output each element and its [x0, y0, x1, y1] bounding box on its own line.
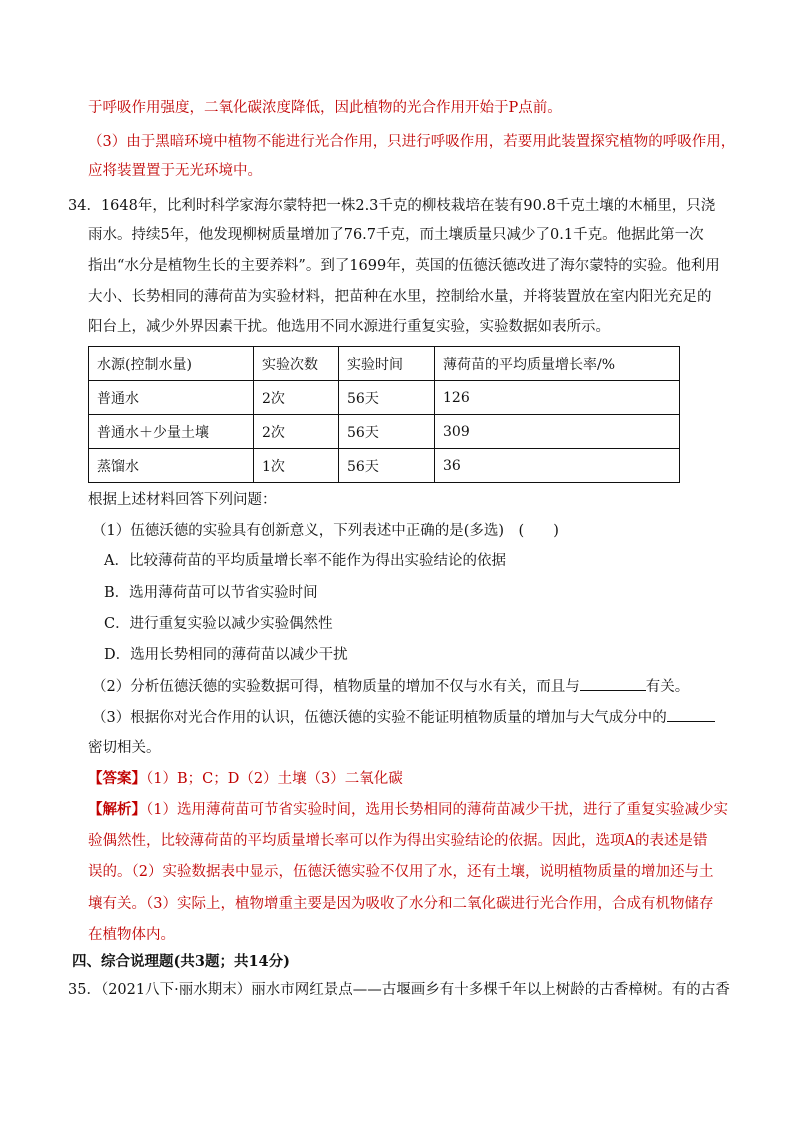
table-cell: 2次 [254, 381, 339, 415]
table-cell: 1次 [254, 449, 339, 483]
table-header-cell: 实验时间 [339, 347, 435, 381]
sub-question-3 [92, 707, 715, 728]
option-b: B．选用薄荷苗可以节省实验时间 [104, 585, 318, 601]
table-row [89, 415, 680, 449]
table-cell: 2次 [254, 415, 339, 449]
table-header-cell: 薄荷苗的平均质量增长率/% [435, 347, 680, 381]
analysis-text: （1）选用薄荷苗可节省实验时间，选用长势相同的薄荷苗减少干扰，进行了重复实验减少实 [146, 802, 728, 818]
q34-paragraph-line-1: 34．1648年，比利时科学家海尔蒙特把一株2.3千克的柳枝栽培在装有90.8千克土壤的木桶里，只浇 [68, 198, 716, 214]
table-cell: 普通水＋少量土壤 [89, 415, 254, 449]
table-cell: 126 [435, 381, 680, 415]
answer-text: （1）B；C；D（2）土壤（3）二氧化碳 [146, 771, 403, 787]
red-text-line-3: 应将装置置于无光环境中。 [88, 163, 262, 179]
option-a: A．比较薄荷苗的平均质量增长率不能作为得出实验结论的依据 [104, 553, 506, 569]
q34-paragraph-line-5: 阳台上，减少外界因素干扰。他选用不同水源进行重复实验，实验数据如表所示。 [88, 319, 610, 335]
sub-question-1: （1）伍德沃德的实验具有创新意义，下列表述中正确的是(多选) ( ) [92, 523, 559, 539]
table-header-cell: 水源(控制水量) [89, 347, 254, 381]
red-text-line-1: 于呼吸作用强度，二氧化碳浓度降低，因此植物的光合作用开始于P点前。 [88, 100, 562, 116]
analysis-line-4: 壤有关。（3）实际上，植物增重主要是因为吸收了水分和二氧化碳进行光合作用，合成有机物储存 [88, 896, 714, 912]
section-heading: 四、综合说理题(共3题；共14分) [72, 953, 290, 970]
answer-tag: 【答案】 [88, 770, 146, 787]
sub-question-2-tail: 有关。 [645, 679, 690, 695]
sub-question-2 [92, 676, 689, 697]
answer-line [88, 769, 403, 789]
question-prompt: 根据上述材料回答下列问题： [88, 492, 277, 508]
table-header-cell: 实验次数 [254, 347, 339, 381]
option-d: D．选用长势相同的薄荷苗以减少干扰 [104, 647, 348, 663]
red-text-line-2: （3）由于黑暗环境中植物不能进行光合作用，只进行呼吸作用，若要用此装置探究植物的呼吸作用， [88, 134, 736, 150]
q34-paragraph-line-2: 雨水。持续5年，他发现柳树质量增加了76.7千克，而土壤质量只减少了0.1千克。他据此第一次 [88, 227, 704, 243]
analysis-line-2: 验偶然性，比较薄荷苗的平均质量增长率可以作为得出实验结论的依据。因此，选项A的表述是错 [88, 833, 708, 849]
table-cell: 56天 [339, 381, 435, 415]
table-cell: 普通水 [89, 381, 254, 415]
analysis-tag: 【解析】 [88, 801, 146, 818]
q34-paragraph-line-3: 指出“水分是植物生长的主要养料”。到了1699年，英国的伍德沃德改进了海尔蒙特的实验。他利用 [88, 258, 720, 274]
sub-question-3-continuation: 密切相关。 [88, 740, 161, 756]
table-cell: 56天 [339, 449, 435, 483]
analysis-line-3: 误的。（2）实验数据表中显示，伍德沃德实验不仅用了水，还有土壤，说明植物质量的增加还与土 [88, 864, 714, 880]
q35-first-line: 35．（2021八下·丽水期末）丽水市网红景点——古堰画乡有十多棵千年以上树龄的古香樟树。有的古香 [68, 982, 730, 998]
analysis-line-5: 在植物体内。 [88, 927, 175, 943]
table-cell: 309 [435, 415, 680, 449]
table-cell: 36 [435, 449, 680, 483]
table-header-row [89, 347, 680, 381]
answer-blank [667, 707, 715, 722]
sub-question-3-text: （3）根据你对光合作用的认识，伍德沃德的实验不能证明植物质量的增加与大气成分中的 [92, 710, 667, 726]
table-row [89, 381, 680, 415]
option-c: C．进行重复实验以减少实验偶然性 [104, 616, 333, 632]
experiment-data-table [88, 346, 680, 483]
analysis-line-1 [88, 800, 728, 820]
table-cell: 56天 [339, 415, 435, 449]
q34-paragraph-line-4: 大小、长势相同的薄荷苗为实验材料，把苗种在水里，控制给水量，并将装置放在室内阳光充足的 [88, 289, 712, 305]
table-row [89, 449, 680, 483]
sub-question-2-text: （2）分析伍德沃德的实验数据可得，植物质量的增加不仅与水有关，而且与 [92, 679, 580, 695]
answer-blank [580, 676, 646, 691]
table-cell: 蒸馏水 [89, 449, 254, 483]
